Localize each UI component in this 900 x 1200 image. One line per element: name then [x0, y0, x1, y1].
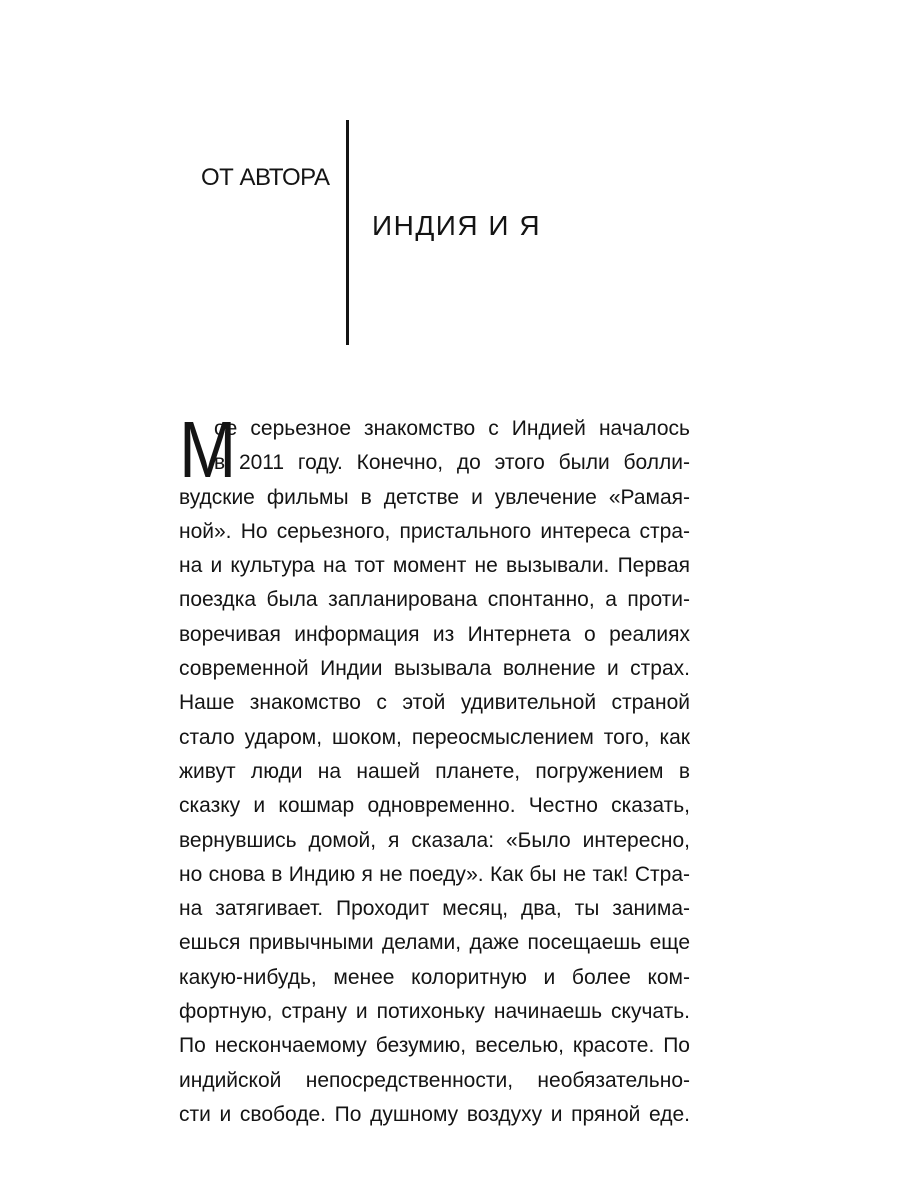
text-line: современной Индии вызывала волнение и страх.	[179, 657, 690, 681]
text-line: поездка была запланирована спонтанно, а проти-	[179, 588, 690, 612]
text-line: сти и свободе. По душному воздуху и пряной еде.	[179, 1102, 690, 1126]
text-line: живут люди на нашей планете, погружением в	[179, 759, 690, 783]
text-line: сказку и кошмар одновременно. Честно сказать,	[179, 794, 690, 818]
text-line: индийской непосредственности, необязательно-	[179, 1068, 690, 1092]
drop-cap: М	[179, 405, 237, 494]
text-line: фортную, страну и потихоньку начинаешь скучать.	[179, 1000, 690, 1024]
text-line: стало ударом, шоком, переосмыслением того, как	[179, 725, 690, 749]
text-line: какую-нибудь, менее колоритную и более ком-	[179, 965, 690, 989]
chapter-title: ИНДИЯ И Я	[372, 210, 542, 241]
text-line: вернувшись домой, я сказала: «Было интересно,	[179, 828, 690, 852]
text-line: на и культура на тот момент не вызывали. Первая	[179, 554, 690, 578]
body-paragraph	[179, 405, 690, 1132]
vertical-divider	[346, 120, 349, 345]
text-line: но снова в Индию я не поеду». Как бы не так! Стра-	[179, 862, 690, 886]
text-line: ешься привычными делами, даже посещаешь еще	[179, 931, 690, 955]
text-line: Наше знакомство с этой удивительной страной	[179, 691, 690, 715]
section-label: ОТ АВТОРА	[201, 164, 330, 191]
text-line: ое серьезное знакомство с Индией началось	[214, 417, 690, 440]
text-line: в 2011 году. Конечно, до этого были болли-	[214, 451, 690, 475]
text-line: По нескончаемому безумию, веселью, красоте. По	[179, 1034, 690, 1058]
text-line: на затягивает. Проходит месяц, два, ты занима-	[179, 897, 690, 921]
text-line: воречивая информация из Интернета о реалиях	[179, 622, 690, 646]
text-line: вудские фильмы в детстве и увлечение «Рамая-	[179, 485, 690, 509]
text-line: ной». Но серьезного, пристального интереса стра-	[179, 519, 690, 543]
